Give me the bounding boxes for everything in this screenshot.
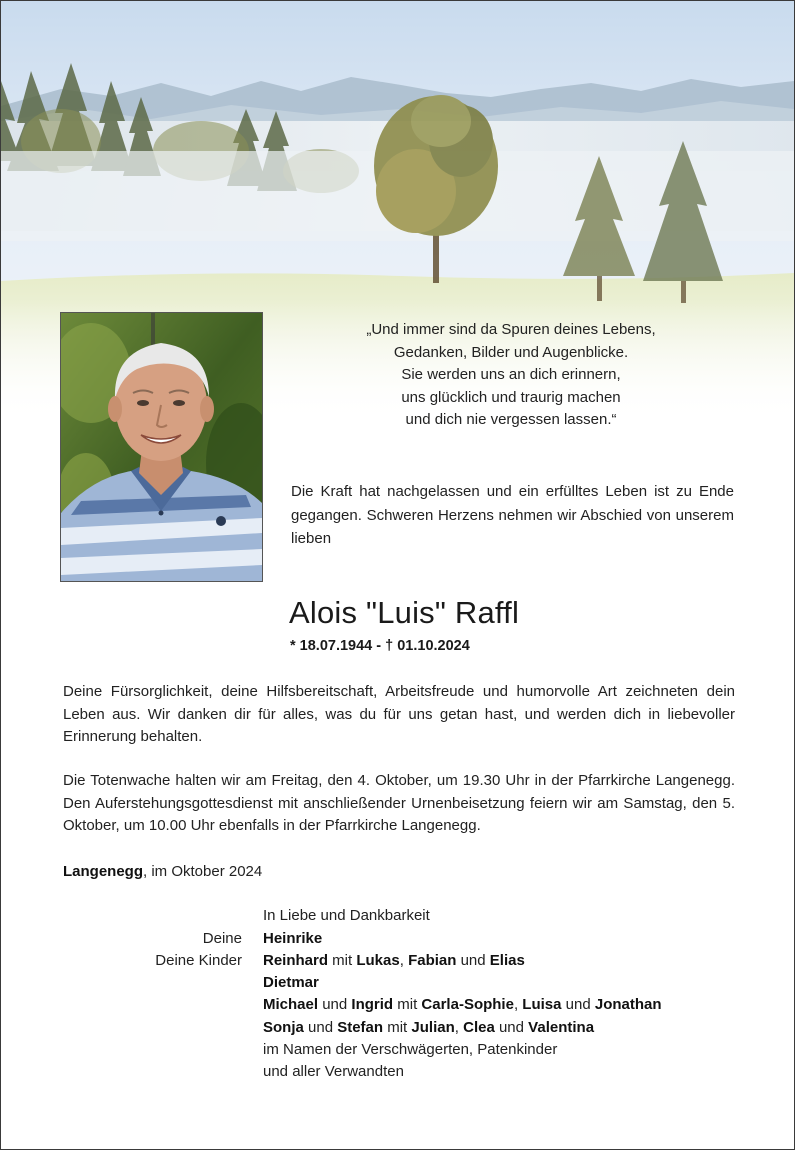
wife-name: Heinrike — [263, 930, 323, 947]
grandchild-name: Luisa — [522, 996, 562, 1013]
wife-name-line — [263, 928, 322, 950]
connector-text: und — [494, 1019, 529, 1036]
place-date-text: , im Oktober 2024 — [143, 863, 263, 880]
grandchild-name: Jonathan — [594, 996, 662, 1013]
place-town: Langenegg — [63, 863, 144, 880]
child-line-3 — [263, 994, 662, 1016]
connector-text: mit — [328, 952, 357, 969]
intro-text: Die Kraft hat nachgelassen und ein erfülltes Leben ist zu Ende gegangen. Schweren Herzens nehmen wir Abschied von unserem lieben — [291, 483, 734, 547]
grandchild-name: Lukas — [356, 952, 400, 969]
connector-text: und — [561, 996, 595, 1013]
poem-line: uns glücklich und traurig machen — [401, 388, 621, 406]
child-name: Michael — [263, 996, 319, 1013]
child-line-2 — [263, 972, 319, 994]
poem-line: „Und immer sind da Spuren deines Lebens, — [366, 321, 656, 338]
connector-text: und — [318, 996, 352, 1013]
partner-name: Stefan — [337, 1019, 384, 1036]
mourners-opening: In Liebe und Dankbarkeit — [263, 907, 430, 924]
funeral-details-paragraph: Die Totenwache halten wir am Freitag, den 4. Oktober, um 19.30 Uhr in der Pfarrkirche Langenegg. Den Auferstehungsgottesdienst mit anschließender Urnenbeisetzung feiern wir am Samstag, den 5. Oktober, um 10.00 Uhr ebenfalls in der Pfarrkirche Langenegg. — [63, 772, 735, 834]
portrait-photo — [60, 312, 263, 582]
tribute-paragraph: Deine Fürsorglichkeit, deine Hilfsbereitschaft, Arbeitsfreude und humorvolle Art zeichneten dein Leben aus. Wir danken dir für alles, was du für uns getan hast, und werden dich in liebevoller Erinnerung behalten. — [63, 683, 735, 745]
grandchild-name: Elias — [489, 952, 525, 969]
child-name: Dietmar — [263, 974, 319, 991]
connector-text: mit — [393, 996, 422, 1013]
connector-text: und — [303, 1019, 338, 1036]
grandchild-name: Fabian — [408, 952, 457, 969]
place-date — [63, 861, 262, 883]
poem-quote — [311, 319, 711, 432]
grandchild-name: Julian — [411, 1019, 455, 1036]
separator-text: , — [454, 1019, 464, 1036]
poem-line: Gedanken, Bilder und Augenblicke. — [393, 343, 629, 361]
grandchild-name: Clea — [463, 1019, 495, 1036]
deceased-name: Alois "Luis" Raffl — [289, 595, 520, 630]
child-line-4 — [263, 1017, 594, 1039]
wife-label: Deine — [202, 930, 242, 947]
grandchild-name: Valentina — [528, 1019, 595, 1036]
separator-text: , — [513, 996, 523, 1013]
life-dates: * 18.07.1944 - † 01.10.2024 — [290, 638, 470, 654]
connector-text: mit — [383, 1019, 412, 1036]
child-name: Reinhard — [263, 952, 329, 969]
children-label: Deine Kinder — [155, 952, 242, 969]
poem-line: und dich nie vergessen lassen.“ — [405, 411, 617, 428]
poem-line: Sie werden uns an dich erinnern, — [401, 366, 621, 383]
connector-text: und — [456, 952, 490, 969]
child-name: Sonja — [263, 1019, 304, 1036]
separator-text: , — [399, 952, 409, 969]
partner-name: Ingrid — [351, 996, 394, 1013]
mourners-closing-2: und aller Verwandten — [263, 1063, 404, 1080]
grandchild-name: Carla-Sophie — [421, 996, 514, 1013]
child-line-1 — [263, 950, 525, 972]
mourners-closing-1: im Namen der Verschwägerten, Patenkinder — [263, 1041, 558, 1058]
